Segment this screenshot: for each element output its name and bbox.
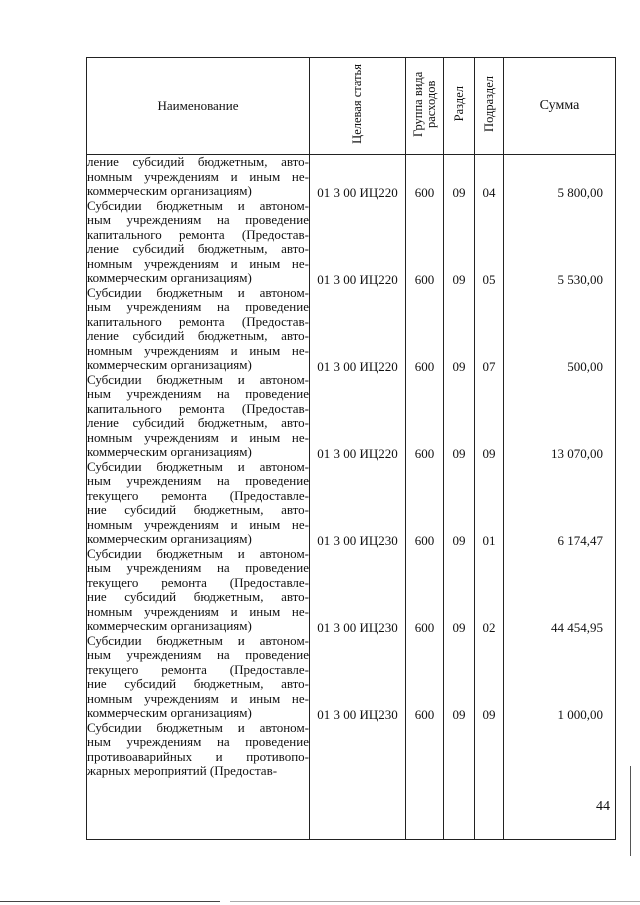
subsection-column — [475, 155, 504, 840]
row-name-line: Субсидии бюджетным и автоном- — [87, 546, 309, 561]
row-name-line: номным учреждениям и иным не- — [87, 169, 309, 184]
row-target-value: 01 3 00 ИЦ230 — [317, 533, 398, 548]
row-name-line: номным учреждениям и иным не- — [87, 604, 309, 619]
row-section-value: 09 — [452, 446, 466, 461]
sum-column — [504, 155, 616, 840]
group-column — [406, 155, 444, 840]
row-name-line: коммерческим организациям) — [87, 184, 252, 198]
row-group-value: 600 — [414, 707, 435, 722]
row-sum-value: 1 000,00 — [557, 707, 603, 722]
target-column — [310, 155, 406, 840]
row-sum-value: 5 800,00 — [557, 185, 603, 200]
scan-edge-line — [630, 766, 631, 856]
row-subsection-value: 09 — [482, 446, 496, 461]
footer-rule — [0, 901, 220, 902]
row-name-line: ным учреждениям на проведение — [87, 387, 309, 401]
header-subsection: Подраздел — [475, 58, 504, 155]
row-subsection-value: 05 — [482, 272, 496, 287]
row-name-line: коммерческим организациям) — [87, 445, 252, 459]
row-name-line: ным учреждениям на проведение — [87, 474, 309, 488]
header-target: Целевая статья — [310, 58, 406, 155]
row-name-line: ным учреждениям на проведение — [87, 561, 309, 575]
budget-table — [86, 57, 616, 840]
row-target-value: 01 3 00 ИЦ220 — [317, 272, 398, 287]
row-name-line: жарных мероприятий (Предостав- — [87, 764, 278, 778]
row-subsection-value: 04 — [482, 185, 496, 200]
row-name-line: Субсидии бюджетным и автоном- — [87, 720, 309, 735]
row-name-line: Субсидии бюджетным и автоном- — [87, 372, 309, 387]
row-name-line: капитального ремонта (Предостав- — [87, 227, 309, 242]
row-name-line: текущего ремонта (Предоставле- — [87, 662, 309, 677]
row-name-line: номным учреждениям и иным не- — [87, 256, 309, 271]
row-subsection-value: 01 — [482, 533, 496, 548]
row-sum-value: 5 530,00 — [557, 272, 603, 287]
row-name-line: коммерческим организациям) — [87, 358, 252, 372]
row-section-value: 09 — [452, 185, 466, 200]
row-name-line: противоаварийных и противопо- — [87, 749, 309, 764]
row-group-value: 600 — [414, 272, 435, 287]
row-name-line: Субсидии бюджетным и автоном- — [87, 198, 309, 213]
row-target-value: 01 3 00 ИЦ220 — [317, 185, 398, 200]
row-name-line: текущего ремонта (Предоставле- — [87, 575, 309, 590]
row-section-value: 09 — [452, 359, 466, 374]
row-name-line: ление субсидий бюджетным, авто- — [87, 155, 309, 169]
row-name-line: ление субсидий бюджетным, авто- — [87, 242, 309, 256]
row-target-value: 01 3 00 ИЦ230 — [317, 620, 398, 635]
row-sum-value: 13 070,00 — [551, 446, 603, 461]
row-target-value: 01 3 00 ИЦ220 — [317, 359, 398, 374]
row-section-value: 09 — [452, 707, 466, 722]
row-name-line: ние субсидий бюджетным, авто- — [87, 677, 309, 691]
footer-rule-light — [230, 901, 640, 902]
row-name-line: номным учреждениям и иным не- — [87, 430, 309, 445]
row-name-line: ным учреждениям на проведение — [87, 300, 309, 314]
row-section-value: 09 — [452, 620, 466, 635]
row-subsection-value: 07 — [482, 359, 496, 374]
row-name-line: Субсидии бюджетным и автоном- — [87, 633, 309, 648]
row-section-value: 09 — [452, 533, 466, 548]
page-number: 44 — [596, 799, 610, 814]
row-group-value: 600 — [414, 446, 435, 461]
row-name-line: ление субсидий бюджетным, авто- — [87, 329, 309, 343]
row-name-line: ным учреждениям на проведение — [87, 213, 309, 227]
header-sum: Сумма — [504, 58, 616, 155]
name-column — [87, 155, 310, 840]
row-name-line: текущего ремонта (Предоставле- — [87, 488, 309, 503]
row-group-value: 600 — [414, 185, 435, 200]
table-body-row — [87, 155, 616, 840]
row-name-line: ление субсидий бюджетным, авто- — [87, 416, 309, 430]
row-name-line: Субсидии бюджетным и автоном- — [87, 285, 309, 300]
row-name-line: коммерческим организациям) — [87, 271, 252, 285]
row-name-line: ным учреждениям на проведение — [87, 648, 309, 662]
row-group-value: 600 — [414, 533, 435, 548]
row-group-value: 600 — [414, 359, 435, 374]
row-subsection-value: 02 — [482, 620, 496, 635]
row-target-value: 01 3 00 ИЦ220 — [317, 446, 398, 461]
row-name-line: ным учреждениям на проведение — [87, 735, 309, 749]
row-group-value: 600 — [414, 620, 435, 635]
header-group: Группа вида расходов — [406, 58, 444, 155]
row-name-line: Субсидии бюджетным и автоном- — [87, 459, 309, 474]
header-section: Раздел — [444, 58, 475, 155]
row-name-line: коммерческим организациям) — [87, 619, 252, 633]
row-subsection-value: 09 — [482, 707, 496, 722]
row-name-line: номным учреждениям и иным не- — [87, 517, 309, 532]
row-section-value: 09 — [452, 272, 466, 287]
row-name-line: капитального ремонта (Предостав- — [87, 401, 309, 416]
row-name-line: номным учреждениям и иным не- — [87, 691, 309, 706]
row-sum-value: 44 454,95 — [551, 620, 603, 635]
row-name-line: коммерческим организациям) — [87, 532, 252, 546]
row-target-value: 01 3 00 ИЦ230 — [317, 707, 398, 722]
row-name-line: коммерческим организациям) — [87, 706, 252, 720]
row-sum-value: 6 174,47 — [557, 533, 603, 548]
row-name-line: капитального ремонта (Предостав- — [87, 314, 309, 329]
header-name: Наименование — [87, 58, 310, 155]
row-sum-value: 500,00 — [567, 359, 603, 374]
row-name-line: ние субсидий бюджетным, авто- — [87, 503, 309, 517]
table-header-row — [87, 58, 616, 155]
row-name-line: ние субсидий бюджетным, авто- — [87, 590, 309, 604]
section-column — [444, 155, 475, 840]
row-name-line: номным учреждениям и иным не- — [87, 343, 309, 358]
